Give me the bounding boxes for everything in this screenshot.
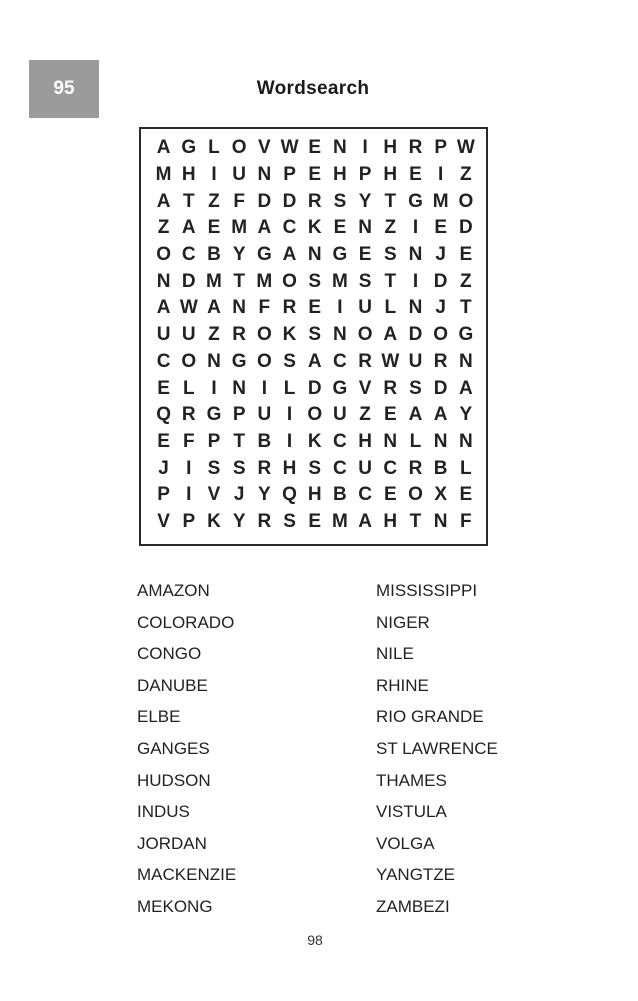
grid-letter: E bbox=[434, 217, 447, 239]
word-list-item: AMAZON bbox=[137, 581, 210, 600]
grid-letter: D bbox=[282, 190, 297, 212]
grid-letter: A bbox=[408, 404, 423, 426]
wordsearch-grid bbox=[151, 135, 479, 535]
grid-letter: H bbox=[181, 164, 196, 186]
grid-letter: A bbox=[307, 350, 322, 372]
grid-letter: G bbox=[256, 244, 272, 266]
word-list-item: MISSISSIPPI bbox=[376, 581, 478, 600]
grid-letter: P bbox=[283, 164, 296, 186]
grid-letter: R bbox=[257, 457, 272, 479]
grid-letter: D bbox=[181, 270, 196, 292]
word-list-item: YANGTZE bbox=[376, 865, 456, 885]
grid-letter: R bbox=[181, 404, 196, 426]
grid-letter: E bbox=[157, 430, 170, 452]
grid-letter: K bbox=[307, 217, 322, 239]
grid-letter: N bbox=[307, 244, 322, 266]
grid-letter: Z bbox=[208, 324, 220, 346]
word-list-item: COLORADO bbox=[137, 612, 235, 632]
grid-letter: R bbox=[433, 350, 448, 372]
grid-letter: L bbox=[182, 377, 195, 399]
grid-letter: Z bbox=[359, 404, 371, 426]
grid-letter: R bbox=[408, 457, 423, 479]
grid-letter: E bbox=[459, 244, 473, 266]
grid-letter: G bbox=[181, 137, 197, 159]
grid-letter: L bbox=[208, 137, 220, 159]
grid-letter: L bbox=[384, 297, 397, 319]
grid-letter: O bbox=[458, 190, 474, 212]
grid-letter: E bbox=[308, 297, 322, 319]
grid-letter: E bbox=[308, 164, 322, 186]
grid-letter: M bbox=[331, 510, 348, 532]
grid-letter: O bbox=[307, 404, 323, 426]
grid-letter: J bbox=[158, 457, 169, 479]
grid-letter: E bbox=[207, 217, 221, 239]
grid-letter: E bbox=[383, 404, 397, 426]
grid-letter: U bbox=[257, 404, 272, 426]
grid-letter: I bbox=[186, 457, 192, 479]
grid-letter: V bbox=[207, 484, 221, 506]
grid-letter: C bbox=[333, 350, 347, 372]
word-list-right bbox=[376, 575, 498, 923]
grid-letter: M bbox=[432, 190, 449, 212]
grid-letter: C bbox=[181, 244, 196, 266]
grid-letter: I bbox=[438, 164, 444, 186]
grid-letter: O bbox=[256, 324, 272, 346]
wordsearch-grid-frame bbox=[139, 127, 488, 546]
grid-letter: T bbox=[233, 270, 245, 292]
grid-letter: N bbox=[383, 430, 398, 452]
grid-letter: D bbox=[458, 217, 473, 239]
grid-letter: M bbox=[206, 270, 222, 292]
grid-letter: K bbox=[282, 324, 297, 346]
word-list-item: THAMES bbox=[376, 770, 447, 790]
grid-letter: A bbox=[207, 297, 221, 319]
word-list-item: VOLGA bbox=[376, 833, 435, 853]
grid-letter: T bbox=[409, 510, 422, 532]
grid-letter: M bbox=[155, 164, 172, 186]
grid-letter: A bbox=[156, 297, 171, 319]
grid-letter: Q bbox=[282, 484, 297, 506]
grid-letter: W bbox=[381, 350, 400, 372]
grid-letter: Z bbox=[208, 190, 220, 212]
word-list-item: MEKONG bbox=[137, 896, 213, 916]
grid-letter: A bbox=[257, 217, 272, 239]
grid-letter: N bbox=[333, 137, 347, 159]
grid-letter: I bbox=[261, 377, 267, 399]
grid-letter: T bbox=[182, 190, 195, 212]
grid-letter: W bbox=[179, 297, 198, 319]
grid-letter: A bbox=[458, 377, 473, 399]
grid-letter: H bbox=[383, 137, 398, 159]
grid-letter: H bbox=[383, 164, 398, 186]
word-list-item: MACKENZIE bbox=[137, 865, 237, 885]
grid-letter: A bbox=[358, 510, 372, 532]
grid-letter: N bbox=[232, 377, 247, 399]
grid-letter: G bbox=[408, 190, 423, 212]
grid-letter: B bbox=[207, 244, 221, 266]
grid-letter: W bbox=[280, 137, 299, 159]
word-list-item: INDUS bbox=[137, 802, 190, 822]
grid-letter: K bbox=[307, 430, 322, 452]
grid-letter: G bbox=[332, 377, 348, 399]
grid-letter: I bbox=[412, 270, 419, 292]
grid-letter: D bbox=[433, 377, 448, 399]
grid-letter: A bbox=[181, 217, 196, 239]
grid-letter: S bbox=[333, 190, 347, 212]
grid-letter: S bbox=[308, 324, 322, 346]
grid-letter: B bbox=[333, 484, 347, 506]
word-list-item: HUDSON bbox=[137, 770, 211, 790]
grid-letter: B bbox=[257, 430, 272, 452]
grid-letter: S bbox=[358, 270, 372, 292]
grid-letter: A bbox=[383, 324, 398, 346]
grid-letter: W bbox=[456, 137, 475, 159]
grid-letter: H bbox=[307, 484, 322, 506]
grid-letter: H bbox=[383, 510, 398, 532]
word-list-item: ST LAWRENCE bbox=[376, 738, 498, 758]
grid-letter: A bbox=[282, 244, 297, 266]
word-list-item: ELBE bbox=[137, 707, 181, 727]
grid-letter: Q bbox=[156, 404, 171, 426]
grid-letter: R bbox=[358, 350, 372, 372]
grid-letter: R bbox=[408, 137, 423, 159]
grid-letter: S bbox=[283, 350, 296, 372]
word-list-item: RIO GRANDE bbox=[376, 707, 484, 727]
grid-letter: N bbox=[156, 270, 171, 292]
word-list-item: NILE bbox=[376, 644, 414, 664]
grid-letter: A bbox=[156, 190, 171, 212]
grid-letter: A bbox=[433, 404, 448, 426]
grid-letter: F bbox=[182, 430, 195, 452]
grid-letter: H bbox=[282, 457, 297, 479]
grid-letter: U bbox=[358, 297, 372, 319]
grid-letter: I bbox=[412, 217, 419, 239]
grid-letter: O bbox=[282, 270, 297, 292]
grid-letter: N bbox=[408, 244, 423, 266]
grid-letter: U bbox=[181, 324, 196, 346]
grid-letter: H bbox=[333, 164, 347, 186]
grid-letter: N bbox=[358, 217, 372, 239]
word-list-item: RHINE bbox=[376, 675, 429, 695]
grid-letter: A bbox=[156, 137, 171, 159]
word-list-item: DANUBE bbox=[137, 675, 208, 695]
grid-letter: U bbox=[333, 404, 347, 426]
grid-letter: V bbox=[358, 377, 372, 399]
grid-letter: I bbox=[337, 297, 343, 319]
grid-letter: P bbox=[182, 510, 196, 532]
grid-letter: O bbox=[256, 350, 272, 372]
grid-letter: P bbox=[207, 430, 221, 452]
grid-letter: J bbox=[233, 484, 245, 506]
grid-letter: E bbox=[459, 484, 473, 506]
grid-letter: T bbox=[460, 297, 472, 319]
grid-letter: O bbox=[181, 350, 197, 372]
grid-letter: C bbox=[358, 484, 372, 506]
grid-letter: H bbox=[358, 430, 372, 452]
puzzle-number-badge bbox=[29, 60, 99, 118]
grid-letter: B bbox=[433, 457, 448, 479]
word-list-item: JORDAN bbox=[137, 833, 207, 853]
grid-letter: G bbox=[231, 350, 247, 372]
grid-letter: J bbox=[435, 297, 446, 319]
grid-letter: L bbox=[460, 457, 472, 479]
grid-letter: C bbox=[383, 457, 398, 479]
grid-letter: P bbox=[434, 137, 447, 159]
grid-letter: O bbox=[357, 324, 373, 346]
grid-letter: N bbox=[207, 350, 221, 372]
page-title: Wordsearch bbox=[256, 78, 370, 99]
grid-letter: N bbox=[458, 350, 473, 372]
grid-letter: E bbox=[409, 164, 422, 186]
grid-letter: U bbox=[232, 164, 247, 186]
grid-letter: V bbox=[157, 510, 170, 532]
grid-letter: N bbox=[333, 324, 347, 346]
word-list-item: GANGES bbox=[137, 738, 210, 758]
grid-letter: F bbox=[258, 297, 271, 319]
grid-letter: I bbox=[286, 430, 293, 452]
grid-letter: I bbox=[211, 164, 217, 186]
grid-letter: E bbox=[308, 510, 322, 532]
grid-letter: X bbox=[434, 484, 447, 506]
grid-letter: I bbox=[362, 137, 368, 159]
grid-letter: D bbox=[408, 324, 423, 346]
grid-letter: Y bbox=[258, 484, 271, 506]
grid-letter: Z bbox=[460, 270, 472, 292]
grid-letter: S bbox=[308, 457, 322, 479]
grid-letter: U bbox=[358, 457, 372, 479]
word-list-item: NIGER bbox=[376, 612, 430, 632]
grid-letter: O bbox=[408, 484, 423, 506]
page-number: 98 bbox=[307, 932, 323, 948]
grid-letter: D bbox=[433, 270, 448, 292]
grid-letter: K bbox=[207, 510, 221, 532]
grid-letter: N bbox=[257, 164, 272, 186]
grid-letter: F bbox=[460, 510, 472, 532]
grid-letter: C bbox=[333, 430, 347, 452]
grid-letter: S bbox=[308, 270, 322, 292]
grid-letter: Y bbox=[459, 404, 473, 426]
grid-letter: L bbox=[409, 430, 422, 452]
grid-letter: Z bbox=[460, 164, 472, 186]
grid-letter: S bbox=[232, 457, 246, 479]
grid-letter: O bbox=[433, 324, 449, 346]
grid-letter: C bbox=[156, 350, 171, 372]
grid-letter: R bbox=[307, 190, 322, 212]
grid-letter: I bbox=[211, 377, 217, 399]
puzzle-number: 95 bbox=[53, 78, 75, 99]
grid-letter: R bbox=[257, 510, 272, 532]
grid-letter: N bbox=[433, 430, 448, 452]
grid-letter: Y bbox=[358, 190, 372, 212]
grid-letter: N bbox=[232, 297, 247, 319]
grid-letter: M bbox=[231, 217, 248, 239]
grid-letter: O bbox=[231, 137, 247, 159]
grid-letter: V bbox=[258, 137, 271, 159]
grid-letter: I bbox=[286, 404, 293, 426]
word-list-item: CONGO bbox=[137, 644, 202, 664]
grid-letter: E bbox=[383, 484, 397, 506]
grid-letter: S bbox=[207, 457, 221, 479]
grid-letter: U bbox=[156, 324, 171, 346]
grid-letter: T bbox=[233, 430, 245, 452]
grid-letter: P bbox=[157, 484, 170, 506]
grid-letter: C bbox=[333, 457, 347, 479]
grid-letter: D bbox=[307, 377, 322, 399]
grid-letter: O bbox=[156, 244, 171, 266]
grid-letter: I bbox=[186, 484, 192, 506]
grid-letter: T bbox=[384, 270, 397, 292]
grid-letter: C bbox=[282, 217, 297, 239]
grid-letter: Y bbox=[232, 510, 246, 532]
grid-letter: M bbox=[256, 270, 273, 292]
grid-letter: T bbox=[384, 190, 397, 212]
grid-letter: E bbox=[358, 244, 372, 266]
grid-letter: N bbox=[458, 430, 473, 452]
grid-letter: E bbox=[333, 217, 347, 239]
grid-letter: R bbox=[383, 377, 398, 399]
word-list-item: VISTULA bbox=[376, 802, 447, 822]
grid-letter: S bbox=[283, 510, 296, 532]
grid-letter: G bbox=[458, 324, 474, 346]
grid-letter: R bbox=[282, 297, 297, 319]
grid-letter: E bbox=[308, 137, 322, 159]
grid-letter: D bbox=[257, 190, 272, 212]
grid-letter: E bbox=[157, 377, 170, 399]
grid-letter: P bbox=[232, 404, 246, 426]
grid-letter: F bbox=[233, 190, 245, 212]
grid-letter: N bbox=[433, 510, 448, 532]
grid-letter: Z bbox=[157, 217, 170, 239]
grid-letter: Z bbox=[384, 217, 397, 239]
word-list-item: ZAMBEZI bbox=[376, 896, 450, 916]
grid-letter: J bbox=[435, 244, 446, 266]
word-list-left bbox=[137, 575, 236, 923]
grid-letter: N bbox=[408, 297, 423, 319]
grid-letter: L bbox=[283, 377, 296, 399]
grid-letter: G bbox=[206, 404, 222, 426]
grid-letter: S bbox=[409, 377, 422, 399]
grid-letter: G bbox=[332, 244, 348, 266]
grid-letter: U bbox=[408, 350, 423, 372]
grid-letter: P bbox=[358, 164, 372, 186]
grid-letter: S bbox=[383, 244, 397, 266]
grid-letter: Y bbox=[232, 244, 246, 266]
grid-letter: R bbox=[232, 324, 247, 346]
grid-letter: M bbox=[331, 270, 348, 292]
